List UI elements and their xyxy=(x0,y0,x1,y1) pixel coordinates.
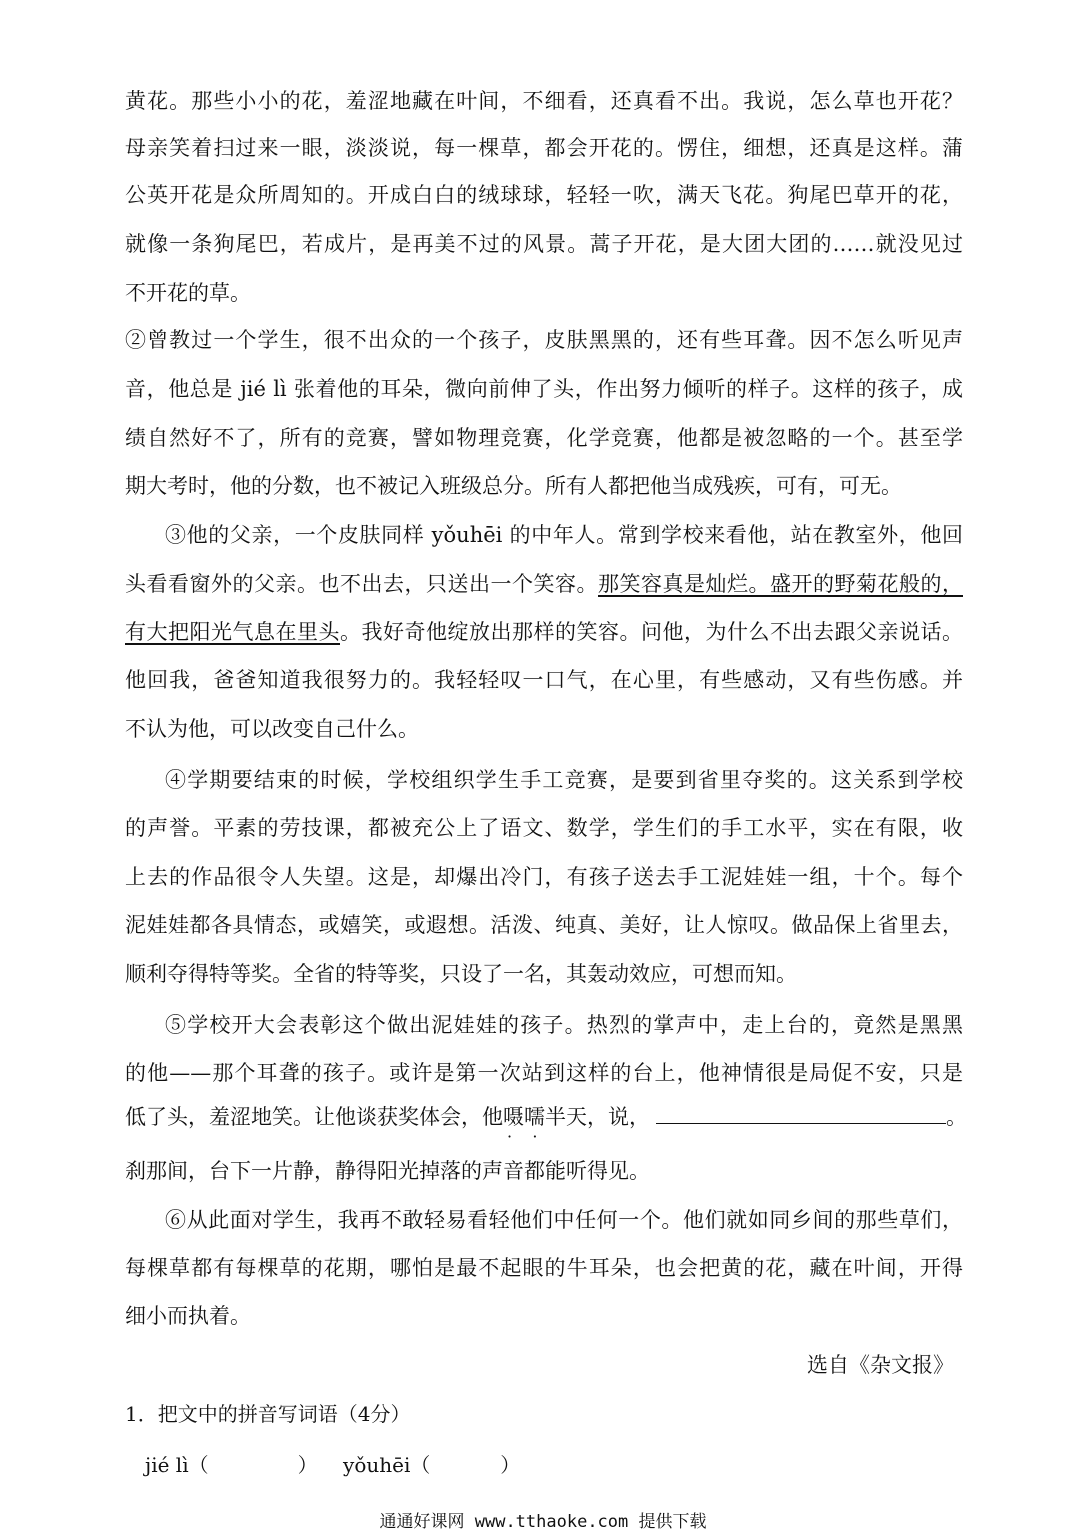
text-line: 他回我，爸爸知道我很努力的。我轻轻叹一口气，在心里，有些感动，又有些伤感。并 xyxy=(125,668,963,692)
plain-text: 头看看窗外的父亲。也不出去，只送出一个笑容。 xyxy=(125,572,598,596)
fill-in-blank xyxy=(656,1103,946,1124)
text-line: 的他——那个耳聋的孩子。或许是第一次站到这样的台上，他神情很是局促不安，只是 xyxy=(125,1061,963,1085)
text-line: 不认为他，可以改变自己什么。 xyxy=(125,717,419,741)
plain-text: 低了头，羞涩地笑。让他谈获奖体会，他 xyxy=(125,1105,503,1129)
source-citation: 选自《杂文报》 xyxy=(807,1353,954,1377)
text-line: ⑥从此面对学生，我再不敢轻易看轻他们中任何一个。他们就如同乡间的那些草们， xyxy=(165,1208,963,1232)
text-line: 顺利夺得特等奖。全省的特等奖，只设了一名，其轰动效应，可想而知。 xyxy=(125,962,797,986)
emphasis-dotted-word: 嗫嚅 · · xyxy=(503,1105,545,1129)
text-line: 绩自然好不了，所有的竞赛，譬如物理竞赛，化学竞赛，他都是被忽略的一个。甚至学 xyxy=(125,426,963,450)
plain-text: 。我好奇他绽放出那样的笑容。问他，为什么不出去跟父亲说话。 xyxy=(340,620,963,644)
text-line xyxy=(125,617,963,647)
question-1: 1．把文中的拼音写词语（4分） xyxy=(125,1402,411,1426)
answer-blanks: jié lì（ ） yǒuhēi（ ） xyxy=(145,1453,521,1477)
text-line: ②曾教过一个学生，很不出众的一个孩子，皮肤黑黑的，还有些耳聋。因不怎么听见声 xyxy=(125,328,963,352)
text-line: ④学期要结束的时候，学校组织学生手工竞赛，是要到省里夺奖的。这关系到学校 xyxy=(165,768,963,792)
text-line: 细小而执着。 xyxy=(125,1304,251,1328)
text-line: 母亲笑着扫过来一眼，淡淡说，每一棵草，都会开花的。愣住，细想，还真是这样。蒲 xyxy=(125,136,963,160)
text-line: 期大考时，他的分数，也不被记入班级总分。所有人都把他当成残疾，可有，可无。 xyxy=(125,474,902,498)
text-line: 黄花。那些小小的花，羞涩地藏在叶间，不细看，还真看不出。我说，怎么草也开花？ xyxy=(125,89,963,113)
text-line: ⑤学校开大会表彰这个做出泥娃娃的孩子。热烈的掌声中，走上台的，竟然是黑黑 xyxy=(165,1013,963,1037)
underlined-sentence: 有大把阳光气息在里头 xyxy=(125,620,340,644)
text-line: 音，他总是 jié lì 张着他的耳朵，微向前伸了头，作出努力倾听的样子。这样的孩子，成 xyxy=(125,377,963,401)
text-line: ③他的父亲，一个皮肤同样 yǒuhēi 的中年人。常到学校来看他，站在教室外，他回 xyxy=(165,523,963,547)
text-line: 泥娃娃都各具情态，或嬉笑，或遐想。活泼、纯真、美好，让人惊叹。做品保上省里去， xyxy=(125,913,963,937)
text-line: 不开花的草。 xyxy=(125,281,251,305)
underlined-sentence: 那笑容真是灿烂。盛开的野菊花般的， xyxy=(598,572,963,596)
text-line xyxy=(125,569,963,599)
text-line: 刹那间，台下一片静，静得阳光掉落的声音都能听得见。 xyxy=(125,1159,650,1183)
text-line: 上去的作品很令人失望。这是，却爆出冷门，有孩子送去手工泥娃娃一组，十个。每个 xyxy=(125,865,963,889)
plain-text: 半天，说， xyxy=(545,1105,650,1129)
text-line: 公英开花是众所周知的。开成白白的绒球球，轻轻一吹，满天飞花。狗尾巴草开的花， xyxy=(125,183,963,207)
text-line: 就像一条狗尾巴，若成片，是再美不过的风景。蒿子开花，是大团大团的……就没见过 xyxy=(125,232,963,256)
text-line: 的声誉。平素的劳技课，都被充公上了语文、数学，学生们的手工水平，实在有限，收 xyxy=(125,816,963,840)
period-mark: 。 xyxy=(946,1105,967,1129)
footer-credit: 通通好课网 www.tthaoke.com 提供下载 xyxy=(379,1512,707,1532)
text-line: 每棵草都有每棵草的花期，哪怕是最不起眼的牛耳朵，也会把黄的花，藏在叶间，开得 xyxy=(125,1256,963,1280)
text-line xyxy=(125,1102,967,1132)
